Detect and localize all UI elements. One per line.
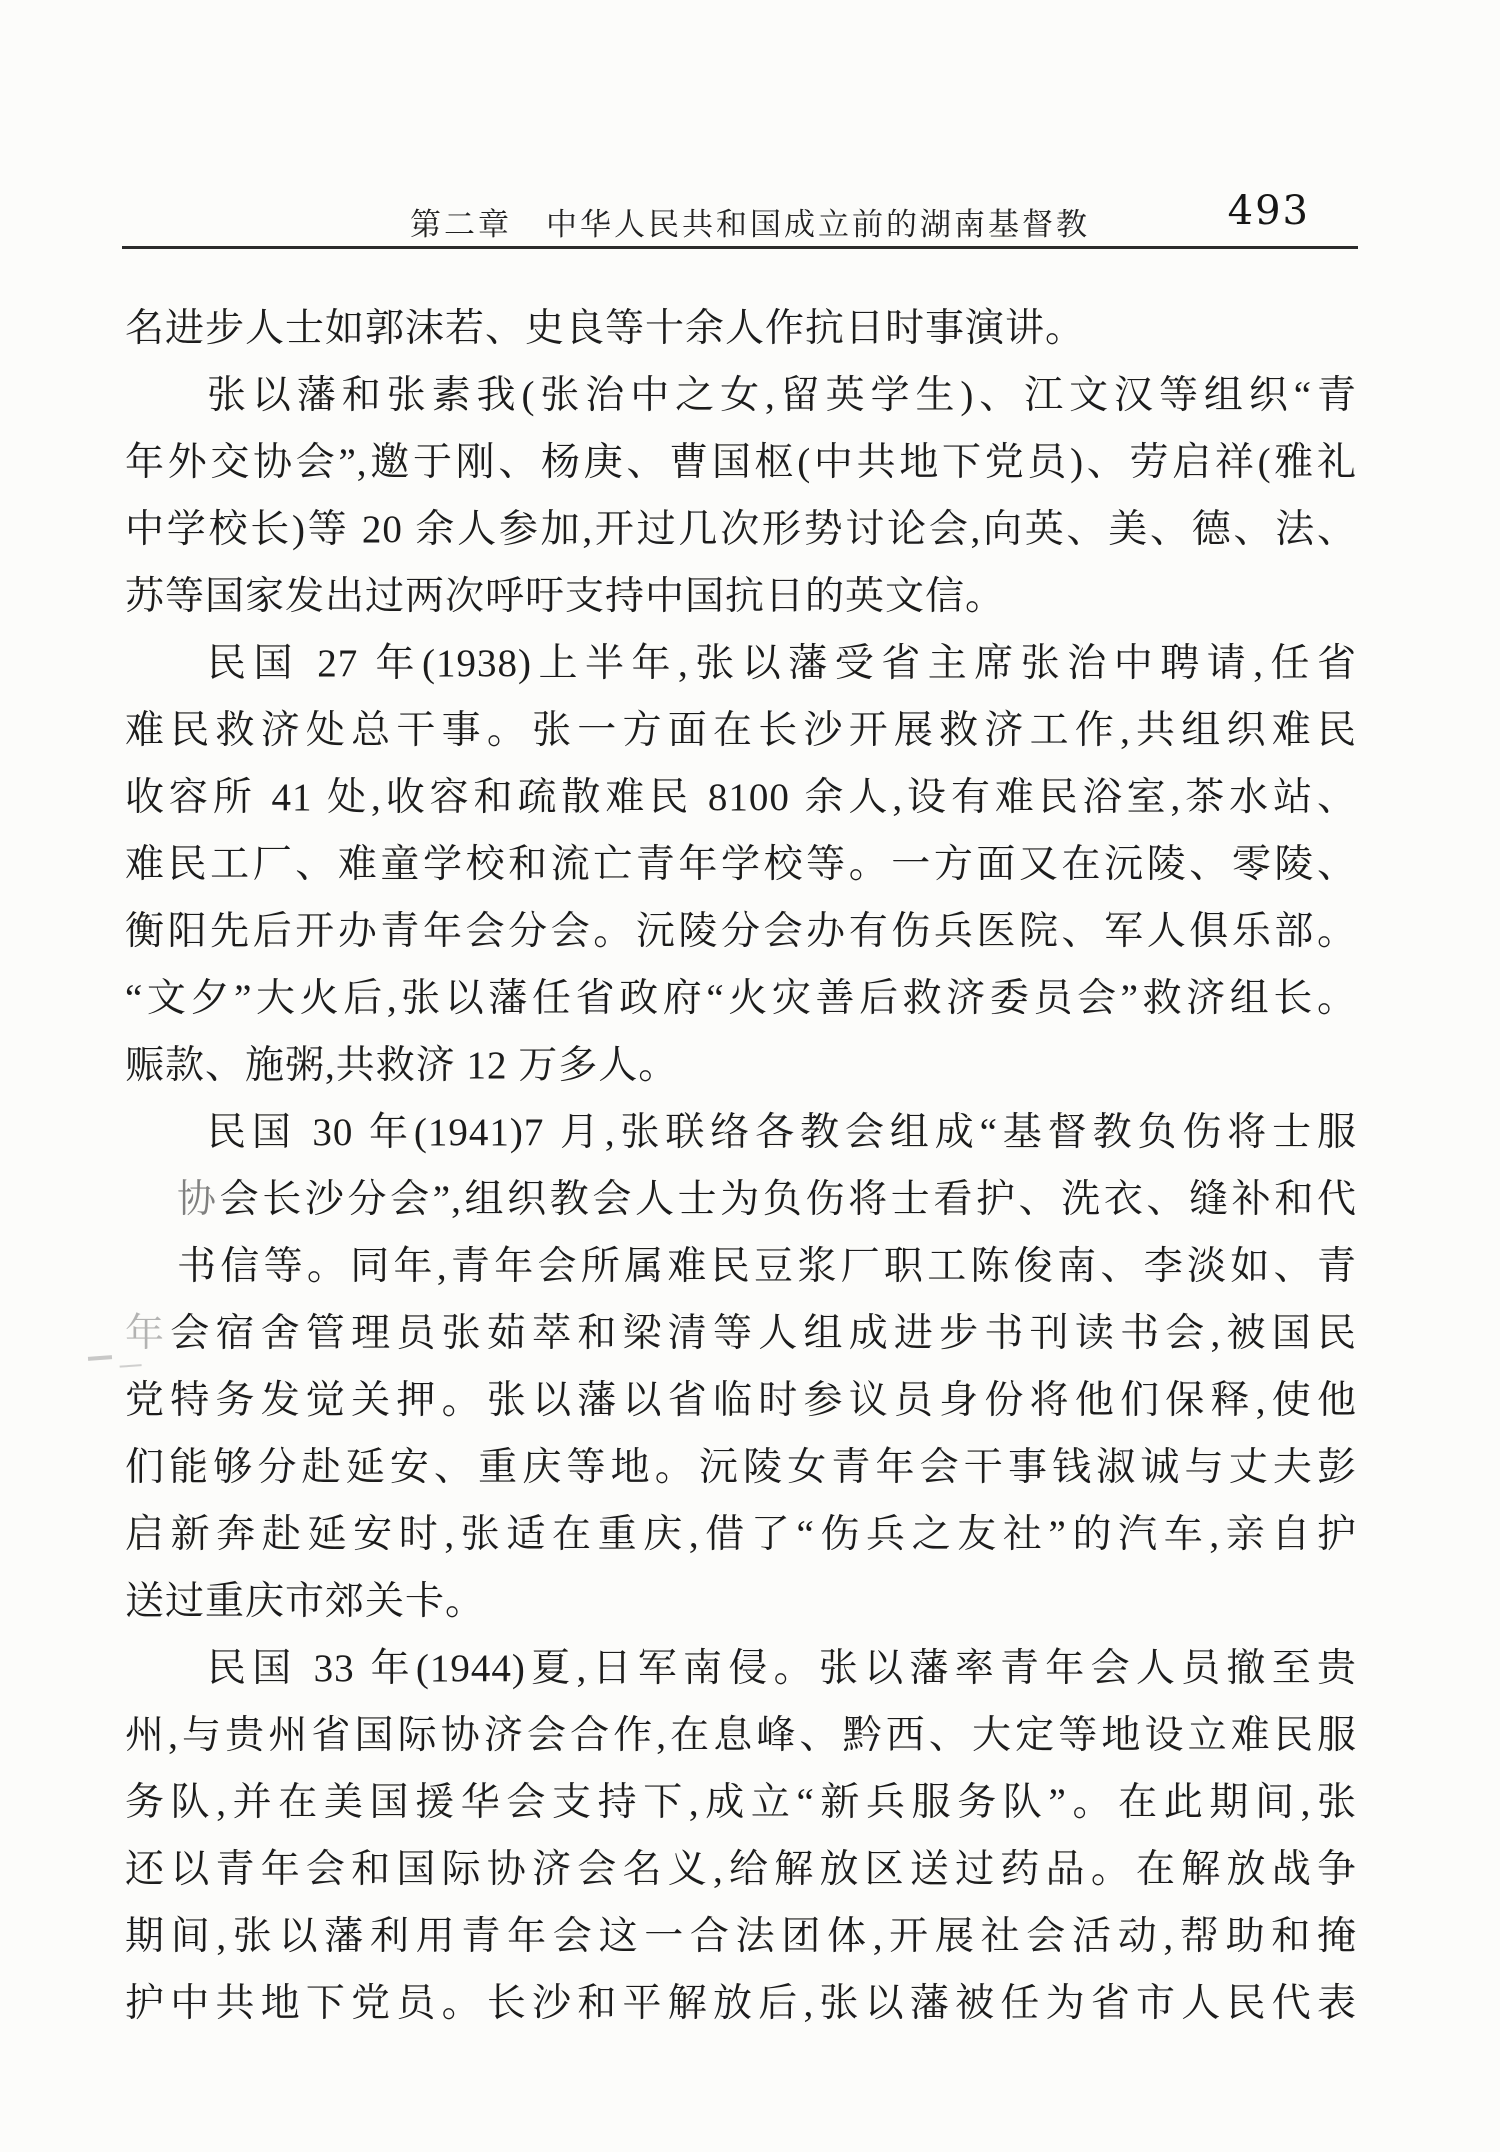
text-line: 苏等国家发出过两次呼吁支持中国抗日的英文信。	[125, 575, 1006, 618]
text-line: 护中共地下党员。长沙和平解放后,张以藩被任为省市人民代表	[125, 1982, 1357, 2025]
scan-gutter-artifact	[88, 1355, 112, 1361]
text-line: 还以青年会和国际协济会名义,给解放区送过药品。在解放战争	[125, 1848, 1357, 1891]
text-line: 启新奔赴延安时,张适在重庆,借了“伤兵之友社”的汽车,亲自护	[125, 1513, 1357, 1556]
text-line: 名进步人士如郭沫若、史良等十余人作抗日时事演讲。	[125, 307, 1086, 350]
text-line: 民国 33 年(1944)夏,日军南侵。张以藩率青年会人员撤至贵	[207, 1647, 1357, 1690]
text-line: 务队,并在美国援华会支持下,成立“新兵服务队”。在此期间,张	[125, 1781, 1357, 1824]
text-line: 收容所 41 处,收容和疏散难民 8100 余人,设有难民浴室,茶水站、	[125, 776, 1357, 819]
text-line: 张以藩和张素我(张治中之女,留英学生)、江文汉等组织“青	[207, 374, 1357, 417]
text-line: 年会宿舍管理员张茹萃和梁清等人组成进步书刊读书会,被国民	[125, 1312, 1357, 1355]
text-line: 民国 30 年(1941)7 月,张联络各教会组成“基督教负伤将士服	[207, 1111, 1357, 1154]
page-number: 493	[1227, 188, 1310, 234]
text-line: 党特务发觉关押。张以藩以省临时参议员身份将他们保释,使他	[125, 1379, 1357, 1422]
text-line: 书信等。同年,青年会所属难民豆浆厂职工陈俊南、李淡如、青	[177, 1245, 1357, 1288]
text-line: 协会长沙分会”,组织教会人士为负伤将士看护、洗衣、缝补和代	[177, 1178, 1357, 1221]
text-line: 送过重庆市郊关卡。	[125, 1580, 486, 1623]
text-line: 难民救济处总干事。张一方面在长沙开展救济工作,共组织难民	[125, 709, 1357, 752]
text-line: 中学校长)等 20 余人参加,开过几次形势讨论会,向英、美、德、法、	[125, 508, 1357, 551]
text-line: 州,与贵州省国际协济会合作,在息峰、黔西、大定等地设立难民服	[125, 1714, 1357, 1757]
text-line: 赈款、施粥,共救济 12 万多人。	[125, 1044, 679, 1087]
text-line: 衡阳先后开办青年会分会。沅陵分会办有伤兵医院、军人俱乐部。	[125, 910, 1357, 953]
body-text	[125, 295, 1357, 2037]
text-line: 们能够分赴延安、重庆等地。沅陵女青年会干事钱淑诚与丈夫彭	[125, 1446, 1357, 1489]
text-line: 期间,张以藩利用青年会这一合法团体,开展社会活动,帮助和掩	[125, 1915, 1357, 1958]
running-header-chapter-title: 第二章 中华人民共和国成立前的湖南基督教	[410, 207, 1090, 242]
header-rule-divider	[122, 246, 1358, 249]
text-line: 年外交协会”,邀于刚、杨庚、曹国枢(中共地下党员)、劳启祥(雅礼	[125, 441, 1357, 484]
text-line: 难民工厂、难童学校和流亡青年学校等。一方面又在沅陵、零陵、	[125, 843, 1357, 886]
text-line: 民国 27 年(1938)上半年,张以藩受省主席张治中聘请,任省	[207, 642, 1357, 685]
text-line: “文夕”大火后,张以藩任省政府“火灾善后救济委员会”救济组长。	[125, 977, 1357, 1020]
